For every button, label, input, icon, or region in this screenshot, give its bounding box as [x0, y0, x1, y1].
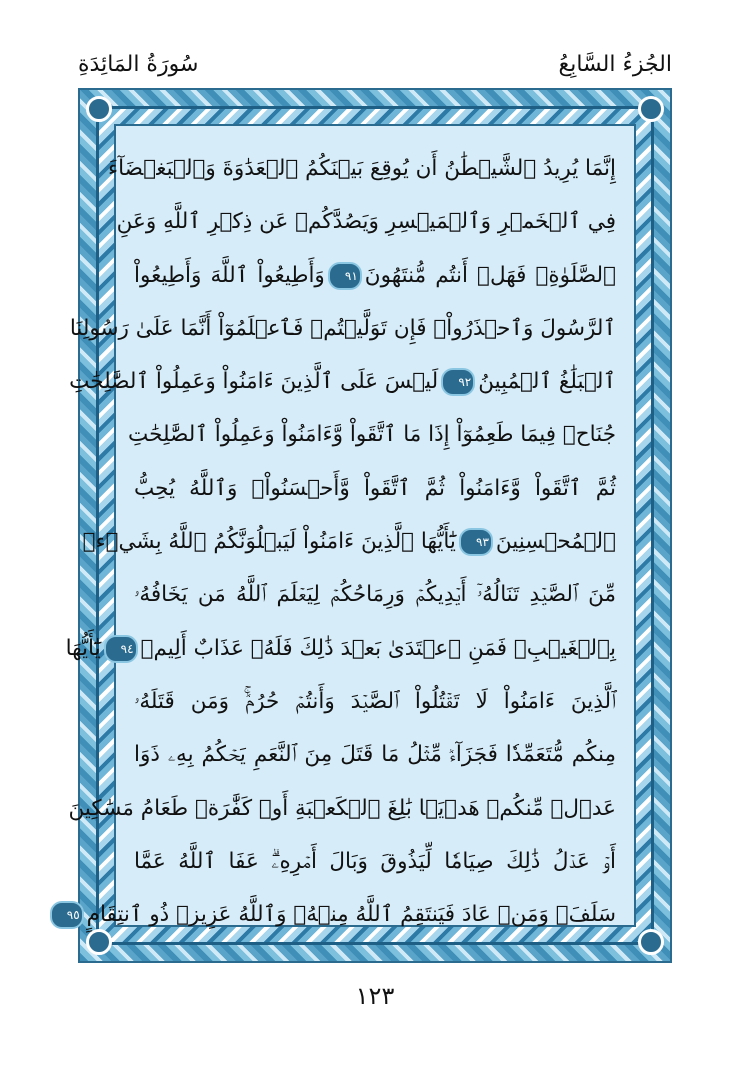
verse-text: عَدۡلٖ مِّنكُمۡ هَدۡيَۢا بَٰلِغَ ٱلۡكَعۡبَةِ أَوۡ كَفَّٰرَةٞ طَعَامُ مَسَٰكِينَ [68, 795, 616, 821]
verse-line [134, 835, 616, 888]
verse-line [134, 675, 616, 728]
verse-line [69, 355, 616, 408]
juz-title: الجُزءُ السَّابِعُ [558, 52, 672, 77]
verse-text: مِّنَ ٱلصَّيۡدِ تَنَالُهُۥٓ أَيۡدِيكُمۡ وَرِمَاحُكُمۡ لِيَعۡلَمَ ٱللَّهُ مَن يَخَافُهُۥ [134, 582, 616, 608]
page-header [78, 52, 672, 84]
verse-line [134, 568, 616, 621]
text-panel [65, 124, 636, 928]
verse-line [134, 249, 616, 302]
verse-text: ٱلۡبَلَٰغُ ٱلۡمُبِينُ [478, 369, 616, 395]
verse-line [65, 622, 616, 675]
verse-line [68, 782, 616, 835]
verse-line [82, 515, 616, 568]
ayah-number-marker: ٩١ [328, 262, 362, 290]
ayah-number-marker: ٩٤ [104, 635, 138, 663]
corner-ornament-icon [638, 929, 664, 955]
ayah-number-marker: ٩٥ [50, 901, 84, 929]
verse-line [134, 728, 616, 781]
verse-text: ٱلۡمُحۡسِنِينَ [495, 529, 616, 555]
verse-text: ٱلَّذِينَ ءَامَنُواْ لَا تَقۡتُلُواْ ٱلصَّيۡدَ وَأَنتُمۡ حُرُمٞۚ وَمَن قَتَلَهُۥ [134, 688, 616, 714]
verse-text: جُنَاحٞ فِيمَا طَعِمُوٓاْ إِذَا مَا ٱتَّقَواْ وَّءَامَنُواْ وَعَمِلُواْ ٱلصَّٰلِحَٰتِ [128, 422, 616, 448]
verse-text: إِنَّمَا يُرِيدُ ٱلشَّيۡطَٰنُ أَن يُوقِعَ بَيۡنَكُمُ ٱلۡعَدَٰوَةَ وَٱلۡبَغۡضَآءَ [107, 156, 616, 181]
verse-text: بِٱلۡغَيۡبِۚ فَمَنِ ٱعۡتَدَىٰ بَعۡدَ ذَٰلِكَ فَلَهُۥ عَذَابٌ أَلِيمٞ [140, 635, 616, 661]
surah-title: سُورَةُ المَائِدَةِ [78, 52, 199, 77]
ayah-number-marker: ٩٣ [459, 528, 493, 556]
corner-ornament-icon [86, 96, 112, 122]
verse-line [69, 302, 616, 355]
page-number: ١٢٣ [355, 982, 395, 1010]
verse-text: مِنكُم مُّتَعَمِّدٗا فَجَزَآءٞ مِّثۡلُ مَا قَتَلَ مِنَ ٱلنَّعَمِ يَحۡكُمُ بِهِۦ ذَوَا [134, 742, 616, 768]
verse-text: ٱلرَّسُولَ وَٱحۡذَرُواْۚ فَإِن تَوَلَّيۡتُمۡ فَٱعۡلَمُوٓاْ أَنَّمَا عَلَىٰ رَسُولِنَا [69, 315, 616, 341]
verse-text: ٱلصَّلَوٰةِۖ فَهَلۡ أَنتُم مُّنتَهُونَ [364, 262, 616, 288]
verse-text: ثُمَّ ٱتَّقَواْ وَّءَامَنُواْ ثُمَّ ٱتَّقَواْ وَّأَحۡسَنُواْۚ وَٱللَّهُ يُحِبُّ [134, 475, 616, 501]
verse-line [128, 408, 616, 461]
verse-line [116, 195, 616, 248]
verse-text-continued: يَٰٓأَيُّهَا ٱلَّذِينَ ءَامَنُواْ لَيَبۡلُوَنَّكُمُ ٱللَّهُ بِشَيۡءٖ [82, 529, 456, 555]
verse-text: أَوۡ عَدۡلُ ذَٰلِكَ صِيَامٗا لِّيَذُوقَ وَبَالَ أَمۡرِهِۦۗ عَفَا ٱللَّهُ عَمَّا [134, 848, 616, 874]
verse-text-continued: وَأَطِيعُواْ ٱللَّهَ وَأَطِيعُواْ [134, 262, 325, 288]
verse-line [66, 888, 616, 941]
verse-text-continued: يَٰٓأَيُّهَا [65, 635, 101, 661]
verse-text: سَلَفَۚ وَمَنۡ عَادَ فَيَنتَقِمُ ٱللَّهُ مِنۡهُۚ وَٱللَّهُ عَزِيزٞ ذُو ٱنتِقَامٍ [86, 902, 616, 928]
verse-line [107, 142, 616, 195]
verse-text-continued: لَيۡسَ عَلَى ٱلَّذِينَ ءَامَنُواْ وَعَمِلُواْ ٱلصَّٰلِحَٰتِ [69, 369, 439, 395]
verse-line [134, 462, 616, 515]
ayah-number-marker: ٩٢ [441, 368, 475, 396]
verse-text: فِي ٱلۡخَمۡرِ وَٱلۡمَيۡسِرِ وَيَصُدَّكُمۡ عَن ذِكۡرِ ٱللَّهِ وَعَنِ [116, 209, 616, 235]
ornamental-frame [65, 88, 672, 963]
corner-ornament-icon [638, 96, 664, 122]
verse-lines [65, 142, 616, 941]
